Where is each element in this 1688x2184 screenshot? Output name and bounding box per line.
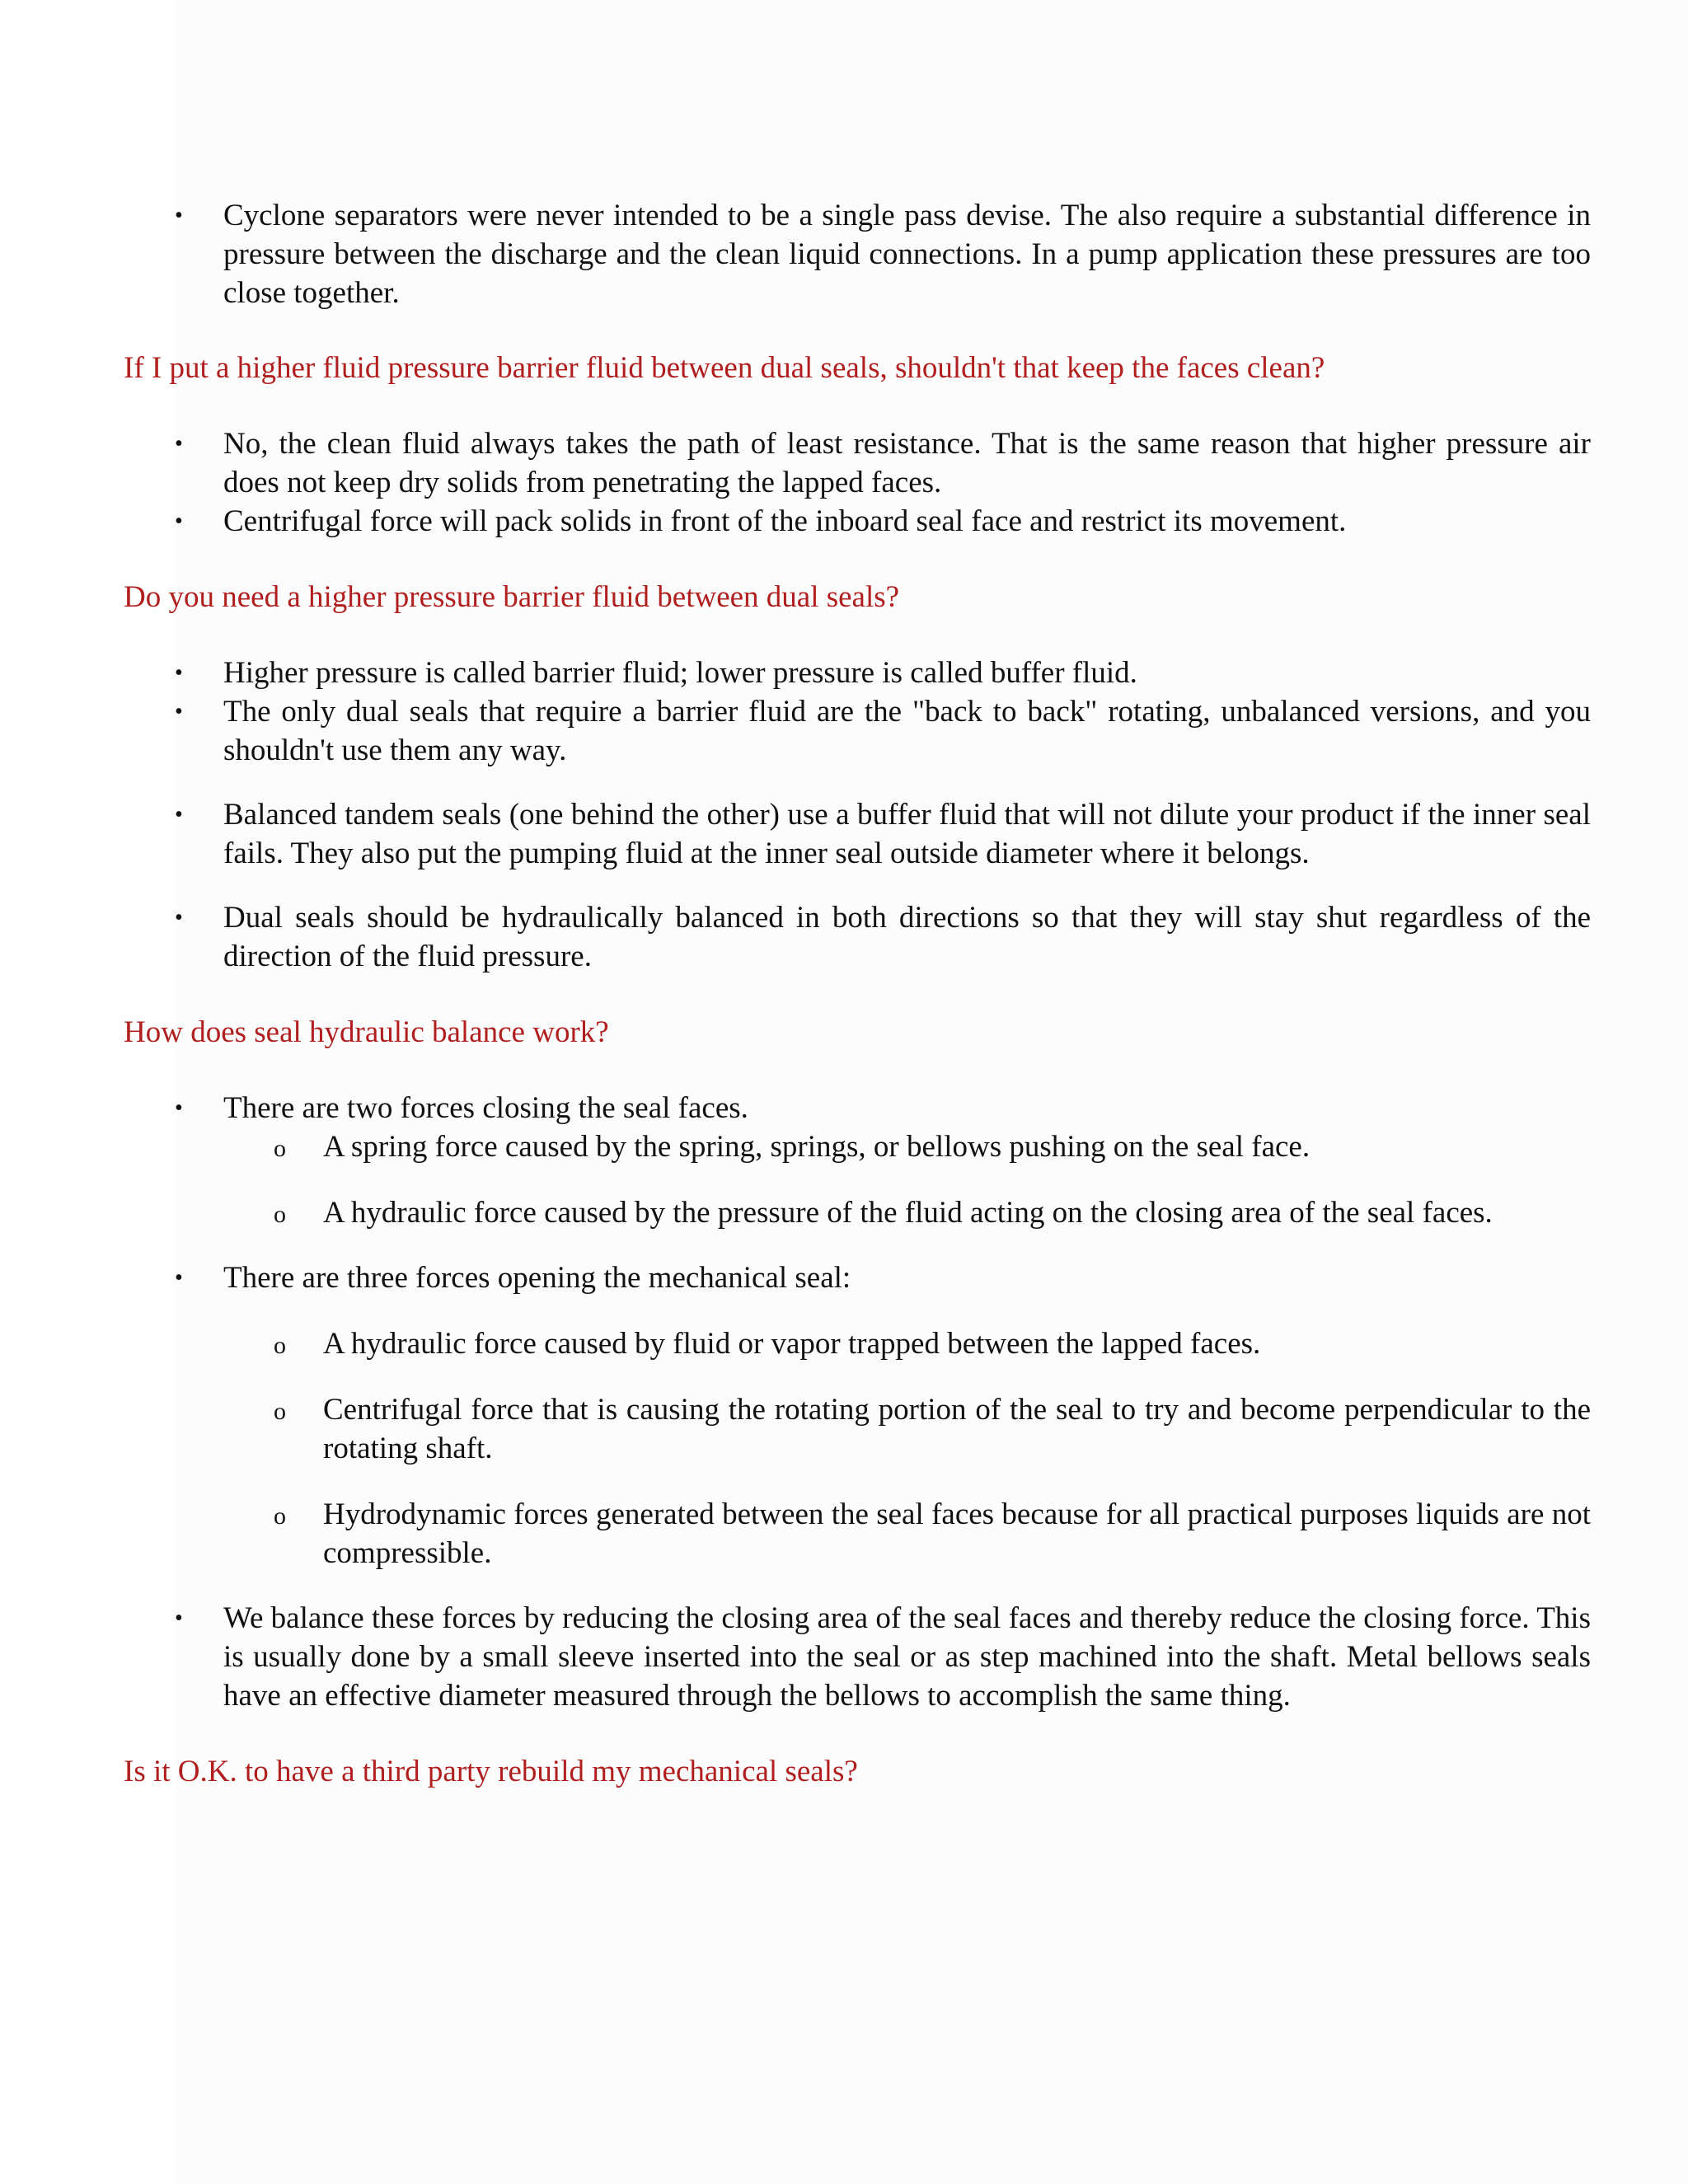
bullet-list	[124, 654, 1591, 976]
sub-bullet-text: A hydraulic force caused by the pressure of the fluid acting on the closing area of the seal faces.	[323, 1196, 1493, 1230]
bullet-item	[124, 1258, 1591, 1572]
circle-bullet-icon: o	[274, 1502, 286, 1530]
bullet-list	[124, 424, 1591, 541]
bullet-item	[124, 502, 1591, 541]
circle-bullet-icon: o	[274, 1398, 286, 1425]
circle-bullet-icon: o	[274, 1332, 286, 1359]
bullet-icon: •	[175, 660, 183, 686]
sub-bullet-text: A hydraulic force caused by fluid or vapor trapped between the lapped faces.	[323, 1327, 1261, 1361]
bullet-icon: •	[175, 203, 183, 228]
sub-bullet-text: A spring force caused by the spring, springs, or bellows pushing on the seal face.	[323, 1130, 1311, 1164]
bullet-icon: •	[175, 1605, 183, 1631]
sub-bullet-text: Hydrodynamic forces generated between the seal faces because for all practical purposes liquids are not compressible.	[323, 1497, 1591, 1570]
bullet-icon: •	[175, 1095, 183, 1121]
bullet-item	[124, 898, 1591, 976]
sub-bullet-item	[223, 1193, 1591, 1232]
bullet-list	[124, 196, 1591, 312]
sub-bullet-list	[223, 1127, 1591, 1232]
circle-bullet-icon: o	[274, 1135, 286, 1162]
bullet-item	[124, 424, 1591, 502]
question-heading: If I put a higher fluid pressure barrier fluid between dual seals, shouldn't that keep the faces clean?	[124, 351, 1325, 385]
bullet-text: There are two forces closing the seal faces.	[223, 1091, 748, 1125]
sub-bullet-item	[223, 1390, 1591, 1468]
bullet-item	[124, 1599, 1591, 1715]
question-heading: How does seal hydraulic balance work?	[124, 1015, 609, 1049]
sub-bullet-item	[223, 1495, 1591, 1572]
sub-bullet-list	[223, 1324, 1591, 1572]
bullet-icon: •	[175, 431, 183, 457]
bullet-text: Dual seals should be hydraulically balanced in both directions so that they will stay shut regardless of the direction of the fluid pressure.	[223, 901, 1591, 973]
bullet-text: The only dual seals that require a barrier fluid are the "back to back" rotating, unbalanced versions, and you shouldn't use them any way.	[223, 695, 1591, 767]
bullet-icon: •	[175, 699, 183, 724]
question-heading: Do you need a higher pressure barrier fluid between dual seals?	[124, 580, 900, 614]
bullet-text: We balance these forces by reducing the closing area of the seal faces and thereby reduce the closing force. This is usually done by a small sleeve inserted into the seal or as step machined into the shaft. Metal bellows seals have an effective diameter measured through the bellows to accomplish the same thing.	[223, 1601, 1591, 1713]
bullet-text: Balanced tandem seals (one behind the other) use a buffer fluid that will not dilute your product if the inner seal fails. They also put the pumping fluid at the inner seal outside diameter where it belongs.	[223, 798, 1591, 870]
bullet-text: No, the clean fluid always takes the path of least resistance. That is the same reason that higher pressure air does not keep dry solids from penetrating the lapped faces.	[223, 427, 1591, 499]
bullet-text: Higher pressure is called barrier fluid; lower pressure is called buffer fluid.	[223, 656, 1137, 690]
bullet-list	[124, 1089, 1591, 1715]
document-content	[124, 196, 1591, 1791]
bullet-item	[124, 1089, 1591, 1232]
bullet-item	[124, 654, 1591, 692]
sub-bullet-item	[223, 1324, 1591, 1363]
bullet-text: There are three forces opening the mechanical seal:	[223, 1261, 851, 1295]
bullet-icon: •	[175, 905, 183, 930]
circle-bullet-icon: o	[274, 1201, 286, 1228]
bullet-text: Cyclone separators were never intended to be a single pass devise. The also require a substantial difference in pressure between the discharge and the clean liquid connections. In a pump application these pressures are too close together.	[223, 199, 1591, 310]
bullet-item	[124, 795, 1591, 873]
bullet-text: Centrifugal force will pack solids in front of the inboard seal face and restrict its movement.	[223, 504, 1347, 538]
bullet-icon: •	[175, 802, 183, 827]
bullet-item	[124, 196, 1591, 312]
sub-bullet-item	[223, 1127, 1591, 1166]
question-heading: Is it O.K. to have a third party rebuild my mechanical seals?	[124, 1755, 858, 1788]
sub-bullet-text: Centrifugal force that is causing the rotating portion of the seal to try and become perpendicular to the rotating shaft.	[323, 1393, 1591, 1465]
bullet-icon: •	[175, 509, 183, 534]
bullet-icon: •	[175, 1265, 183, 1291]
bullet-item	[124, 692, 1591, 770]
